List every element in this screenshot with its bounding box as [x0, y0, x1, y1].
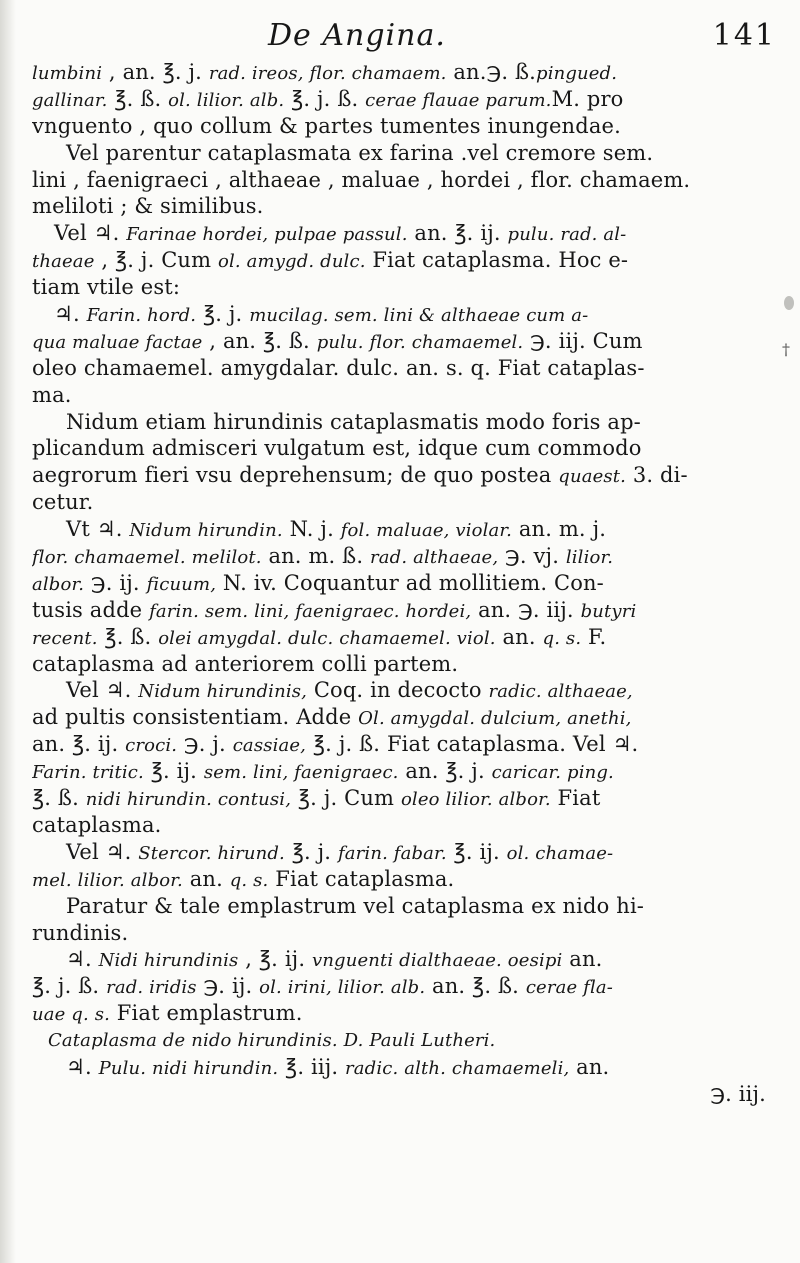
- italic-segment: radic. alth. chamaemeli,: [345, 1057, 570, 1079]
- italic-segment: fol. maluae, violar.: [340, 520, 513, 542]
- text-line: [32, 1027, 784, 1054]
- roman-segment: meliloti ; & similibus.: [32, 194, 264, 219]
- italic-segment: ol. amygd. dulc.: [218, 251, 366, 273]
- italic-segment: qua maluae factae: [32, 331, 203, 353]
- roman-segment: , ℥. j. Cum: [94, 248, 218, 273]
- text-line: [32, 274, 784, 301]
- text-line: [32, 1000, 784, 1027]
- text-line: [32, 86, 784, 113]
- italic-segment: mel. lilior. albor.: [32, 869, 183, 891]
- italic-segment: rad. iridis: [106, 977, 197, 999]
- roman-segment: ℥. j. Cum: [291, 786, 401, 811]
- roman-segment: an. ℥. ij.: [407, 221, 508, 246]
- ink-smudge: [784, 296, 794, 310]
- roman-segment: N. iv. Coquantur ad mollitiem. Con-: [216, 570, 604, 595]
- roman-segment: ℈. j.: [177, 732, 233, 757]
- italic-segment: albor.: [32, 573, 85, 595]
- text-line: [32, 355, 784, 382]
- text-line: [32, 677, 784, 704]
- roman-segment: N. j.: [282, 517, 341, 542]
- text-line: [32, 651, 784, 678]
- roman-segment: ℈. vj.: [498, 544, 566, 569]
- roman-segment: ℥. ij.: [446, 839, 507, 864]
- roman-segment: ℈. ij.: [196, 974, 260, 999]
- italic-segment: flor. chamaemel. melilot.: [32, 547, 262, 569]
- roman-segment: ℥. j.: [284, 839, 338, 864]
- text-line: [32, 704, 784, 731]
- text-line: [32, 435, 784, 462]
- roman-segment: , ℥. ij.: [238, 947, 312, 972]
- roman-segment: ℥. ß.: [107, 86, 169, 111]
- text-line: [32, 758, 784, 785]
- text-line: [32, 893, 784, 920]
- roman-segment: an. ℈. iij.: [471, 597, 581, 622]
- italic-segment: quaest.: [558, 466, 627, 488]
- roman-segment: tusis adde: [32, 597, 150, 622]
- roman-segment: an. m. j.: [512, 517, 607, 542]
- page-title: De Angina.: [268, 18, 446, 53]
- italic-segment: Ol. amygdal. dulcium, anethi,: [358, 708, 632, 730]
- roman-segment: ℥. j. ß. Fiat cataplasma. Vel ♃.: [306, 732, 639, 757]
- roman-segment: an. ℥. ß.: [425, 974, 526, 999]
- text-line: [32, 1081, 784, 1108]
- italic-segment: cerae fla-: [525, 977, 613, 999]
- roman-segment: Fiat emplastrum.: [109, 1001, 303, 1026]
- italic-segment: farin. sem. lini, faenigraec. hordei,: [149, 600, 472, 622]
- roman-segment: aegrorum fieri vsu deprehensum; de quo postea: [32, 463, 559, 488]
- text-line: [32, 597, 784, 624]
- roman-segment: rundinis.: [32, 920, 129, 945]
- italic-segment: Farin. tritic.: [32, 762, 144, 784]
- text-line: [32, 301, 784, 328]
- italic-segment: Nidum hirundin.: [129, 520, 283, 542]
- text-line: [32, 920, 784, 947]
- italic-segment: gallinar.: [32, 89, 108, 111]
- text-line: [32, 220, 784, 247]
- roman-segment: an.: [495, 624, 543, 649]
- italic-segment: ol. chamae-: [506, 842, 614, 864]
- page-number: 141: [712, 18, 776, 53]
- italic-segment: pulu. flor. chamaemel.: [316, 331, 524, 353]
- roman-segment: an. ℥. ij.: [32, 732, 126, 757]
- text-line: [32, 543, 784, 570]
- italic-segment: q. s.: [542, 627, 582, 649]
- roman-segment: Fiat cataplasma.: [268, 866, 455, 891]
- roman-segment: oleo chamaemel. amygdalar. dulc. an. s. q. Fiat cataplas-: [32, 355, 645, 380]
- italic-segment: radic. althaeae,: [488, 681, 633, 703]
- italic-segment: cassiae,: [232, 735, 307, 757]
- roman-segment: ad pultis consistentiam. Adde: [32, 705, 359, 730]
- roman-segment: ℥. ß.: [97, 624, 159, 649]
- italic-segment: Nidum hirundinis,: [138, 681, 307, 703]
- roman-segment: Nidum etiam hirundinis cataplasmatis modo foris ap-: [66, 409, 641, 434]
- margin-mark: †: [782, 340, 790, 359]
- roman-segment: Coq. in decocto: [307, 678, 489, 703]
- italic-segment: Farin. hord.: [86, 305, 197, 327]
- text-line: [32, 247, 784, 274]
- italic-segment: croci.: [125, 735, 178, 757]
- text-line: [32, 193, 784, 220]
- roman-segment: ℥. iij.: [278, 1054, 346, 1079]
- text-line: [32, 167, 784, 194]
- roman-segment: cataplasma.: [32, 812, 162, 837]
- italic-segment: vnguenti dialthaeae. oesipi: [312, 950, 563, 972]
- text-line: [32, 59, 784, 86]
- text-line: [32, 785, 784, 812]
- italic-segment: olei amygdal. dulc. chamaemel. viol.: [158, 627, 496, 649]
- italic-segment: rad. ireos, flor. chamaem.: [208, 63, 447, 84]
- italic-segment: lumbini: [32, 63, 103, 84]
- roman-segment: an.: [569, 1054, 610, 1079]
- italic-segment: thaeae: [32, 251, 95, 273]
- roman-segment: an.: [562, 947, 603, 972]
- roman-segment: ℥. j. ß.: [32, 974, 107, 999]
- roman-segment: Fiat cataplasma. Hoc e-: [365, 248, 629, 273]
- text-line: [32, 1054, 784, 1081]
- text-line: [32, 731, 784, 758]
- roman-segment: Paratur & tale emplastrum vel cataplasma ex nido hi-: [66, 893, 645, 918]
- text-line: [32, 973, 784, 1000]
- text-line: [32, 812, 784, 839]
- italic-segment: Farinae hordei, pulpae passul.: [126, 224, 408, 246]
- roman-segment: an. ℥. j.: [398, 759, 492, 784]
- roman-segment: cataplasma ad anteriorem colli partem.: [32, 651, 459, 676]
- roman-segment: F.: [581, 624, 607, 649]
- roman-segment: cetur.: [32, 490, 94, 515]
- italic-segment: sem. lini, faenigraec.: [203, 762, 399, 784]
- roman-segment: ♃.: [66, 1054, 99, 1079]
- roman-segment: Vt ♃.: [66, 517, 130, 542]
- roman-segment: Vel ♃.: [66, 678, 139, 703]
- roman-segment: ♃.: [66, 947, 99, 972]
- roman-segment: ℥. ß.: [32, 786, 86, 811]
- roman-segment: ℈. iij.: [710, 1081, 766, 1106]
- italic-segment: pulu. rad. al-: [507, 224, 627, 246]
- text-line: [32, 140, 784, 167]
- italic-segment: rad. althaeae,: [370, 547, 499, 569]
- text-line: [32, 113, 784, 140]
- italic-segment: uae q. s.: [32, 1004, 110, 1026]
- roman-segment: ℥. j. ß.: [284, 86, 366, 111]
- roman-segment: an.: [182, 866, 230, 891]
- italic-segment: Nidi hirundinis: [98, 950, 239, 972]
- italic-segment: oleo lilior. albor.: [400, 789, 551, 811]
- text-line: [32, 624, 784, 651]
- text-line: [32, 328, 784, 355]
- roman-segment: ℥. ij.: [143, 759, 204, 784]
- italic-segment: lilior.: [565, 547, 614, 569]
- italic-segment: Cataplasma de nido hirundinis. D. Pauli Lutheri.: [48, 1030, 496, 1052]
- roman-segment: an.℈. ß.: [446, 60, 537, 84]
- roman-segment: 3. di-: [626, 463, 688, 488]
- italic-segment: caricar. ping.: [491, 762, 614, 784]
- italic-segment: farin. fabar.: [337, 842, 447, 864]
- text-line: [32, 946, 784, 973]
- roman-segment: ♃.: [54, 302, 87, 327]
- text-line: [32, 382, 784, 409]
- italic-segment: mucilag. sem. lini & althaeae cum a-: [249, 305, 589, 327]
- text-line: [32, 516, 784, 543]
- text-line: [32, 866, 784, 893]
- roman-segment: Vel ♃.: [54, 221, 127, 246]
- italic-segment: q. s.: [229, 869, 269, 891]
- italic-segment: nidi hirundin. contusi,: [85, 789, 292, 811]
- italic-segment: Pulu. nidi hirundin.: [98, 1057, 279, 1079]
- italic-segment: pingued.: [536, 63, 618, 84]
- roman-segment: ℈. iij. Cum: [523, 328, 643, 353]
- italic-segment: recent.: [32, 627, 98, 649]
- roman-segment: vnguento , quo collum & partes tumentes inungendae.: [32, 113, 621, 138]
- roman-segment: Vel ♃.: [66, 839, 139, 864]
- italic-segment: ol. lilior. alb.: [168, 89, 285, 111]
- roman-segment: Vel parentur cataplasmata ex farina .vel cremore sem.: [66, 140, 654, 165]
- roman-segment: ℈. ij.: [84, 570, 147, 595]
- roman-segment: tiam vtile est:: [32, 275, 181, 300]
- roman-segment: , an. ℥. j.: [102, 60, 209, 84]
- italic-segment: Stercor. hirund.: [138, 842, 285, 864]
- italic-segment: ficuum,: [146, 573, 217, 595]
- body-text: [32, 59, 784, 1108]
- italic-segment: butyri: [580, 600, 637, 622]
- text-line: [32, 489, 784, 516]
- roman-segment: an. m. ß.: [261, 544, 371, 569]
- italic-segment: ol. irini, lilior. alb.: [259, 977, 426, 999]
- text-line: [32, 570, 784, 597]
- roman-segment: ℥. j.: [196, 302, 250, 327]
- roman-segment: ma.: [32, 382, 72, 407]
- roman-segment: , an. ℥. ß.: [202, 328, 317, 353]
- running-head: [0, 14, 800, 58]
- roman-segment: Fiat: [550, 786, 601, 811]
- roman-segment: M. pro: [551, 86, 624, 111]
- text-line: [32, 462, 784, 489]
- roman-segment: lini , faenigraeci , althaeae , maluae , hordei , flor. chamaem.: [32, 167, 691, 192]
- roman-segment: plicandum admisceri vulgatum est, idque cum commodo: [32, 436, 642, 461]
- text-line: [32, 839, 784, 866]
- text-line: [32, 409, 784, 436]
- italic-segment: cerae flauae parum.: [365, 89, 552, 111]
